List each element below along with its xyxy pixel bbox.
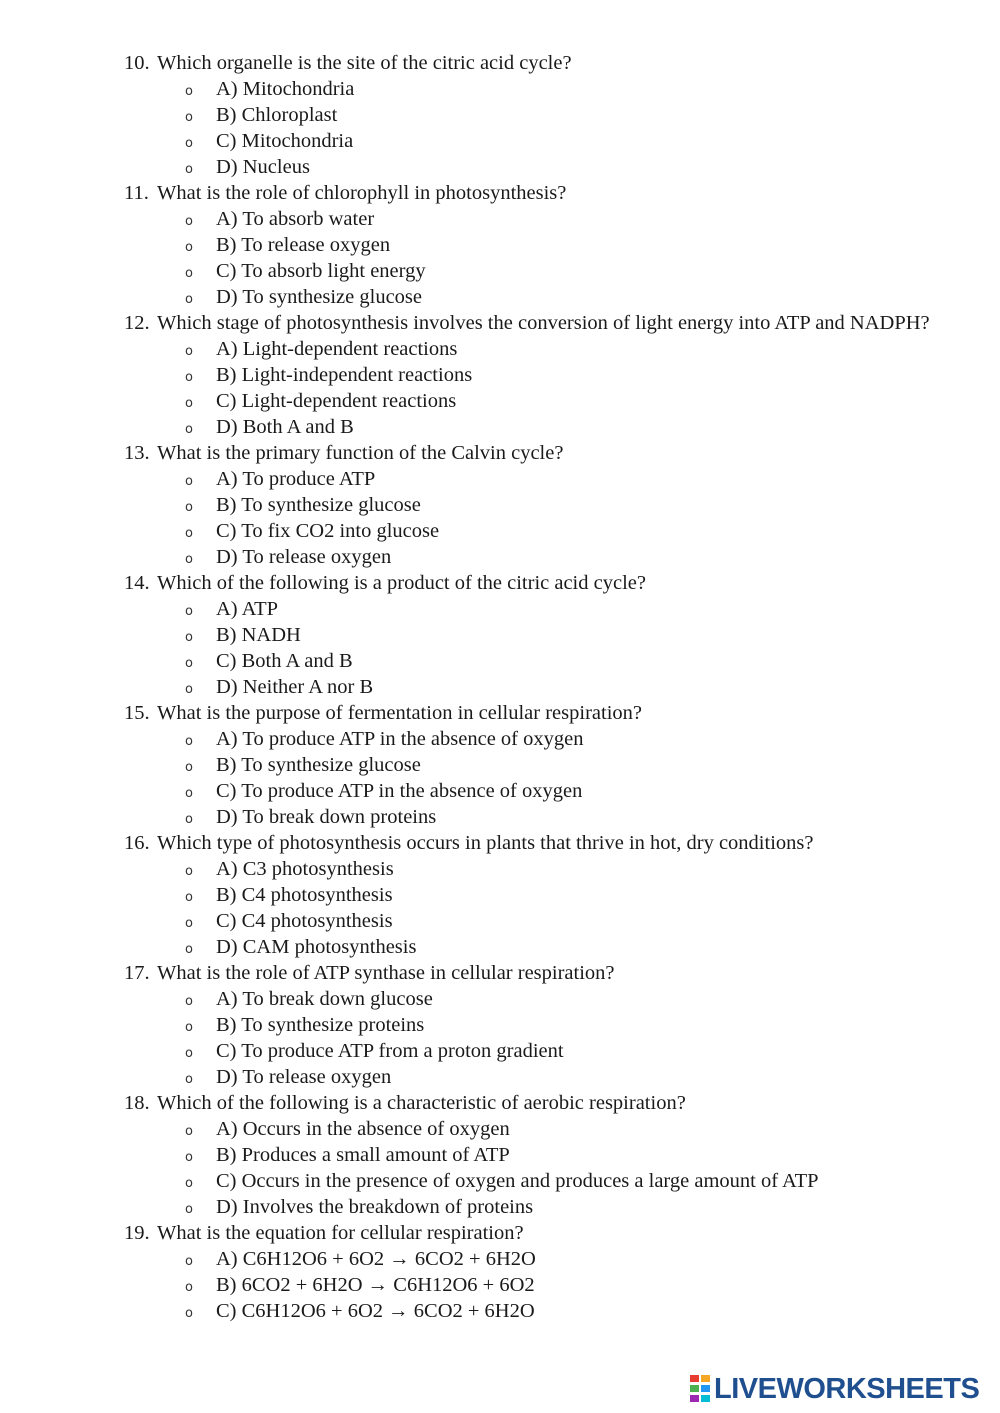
question-17 (0, 960, 1000, 1090)
answer-option-text: C) To produce ATP from a proton gradient (216, 1040, 564, 1062)
answer-option-text: D) Nucleus (216, 156, 310, 178)
answer-option[interactable] (0, 908, 1000, 934)
hollow-circle-bullet-icon: o (185, 1124, 193, 1139)
answer-option-text: B) Produces a small amount of ATP (216, 1144, 510, 1166)
question-text: What is the role of chlorophyll in photosynthesis? (157, 182, 567, 204)
question-text: Which stage of photosynthesis involves the conversion of light energy into ATP and NADPH? (157, 312, 930, 334)
question-text: What is the purpose of fermentation in cellular respiration? (157, 702, 642, 724)
answer-option[interactable] (0, 1298, 1000, 1324)
answer-option[interactable] (0, 128, 1000, 154)
answer-option-text: B) NADH (216, 624, 301, 646)
answer-option-text: B) To synthesize glucose (216, 494, 421, 516)
answer-option-text: D) To synthesize glucose (216, 286, 422, 308)
answer-option[interactable] (0, 1142, 1000, 1168)
answer-option[interactable] (0, 1012, 1000, 1038)
answer-option[interactable] (0, 1168, 1000, 1194)
answer-option-text: B) To synthesize proteins (216, 1014, 425, 1036)
hollow-circle-bullet-icon: o (185, 994, 193, 1009)
answer-option-text: D) Neither A nor B (216, 676, 374, 698)
answer-option[interactable] (0, 154, 1000, 180)
answer-option[interactable] (0, 752, 1000, 778)
hollow-circle-bullet-icon: o (185, 734, 193, 749)
question-line (0, 570, 1000, 596)
question-number: 19. (124, 1222, 150, 1244)
question-line (0, 960, 1000, 986)
hollow-circle-bullet-icon: o (185, 422, 193, 437)
answer-option[interactable] (0, 388, 1000, 414)
answer-option-text: C) C6H12O6 + 6O2 → 6CO2 + 6H2O (216, 1300, 535, 1322)
answer-option-text: A) Occurs in the absence of oxygen (216, 1118, 510, 1140)
question-number: 15. (124, 702, 150, 724)
answer-option[interactable] (0, 518, 1000, 544)
hollow-circle-bullet-icon: o (185, 1176, 193, 1191)
answer-option-text: A) To absorb water (216, 208, 375, 230)
question-line (0, 310, 1000, 336)
answer-option[interactable] (0, 362, 1000, 388)
question-number: 14. (124, 572, 150, 594)
answer-option-text: B) Light-independent reactions (216, 364, 473, 386)
hollow-circle-bullet-icon: o (185, 84, 193, 99)
answer-option-text: A) To produce ATP (216, 468, 376, 490)
answer-option[interactable] (0, 1246, 1000, 1272)
answer-option[interactable] (0, 596, 1000, 622)
question-line (0, 50, 1000, 76)
hollow-circle-bullet-icon: o (185, 864, 193, 879)
question-18 (0, 1090, 1000, 1220)
hollow-circle-bullet-icon: o (185, 162, 193, 177)
answer-option[interactable] (0, 258, 1000, 284)
question-14 (0, 570, 1000, 700)
answer-option-text: D) To release oxygen (216, 546, 392, 568)
answer-option[interactable] (0, 336, 1000, 362)
answer-option-text: C) Both A and B (216, 650, 353, 672)
answer-option-text: A) To break down glucose (216, 988, 433, 1010)
answer-option-text: D) To release oxygen (216, 1066, 392, 1088)
answer-option[interactable] (0, 1038, 1000, 1064)
answer-option-text: C) To fix CO2 into glucose (216, 520, 440, 542)
question-line (0, 180, 1000, 206)
answer-option[interactable] (0, 466, 1000, 492)
hollow-circle-bullet-icon: o (185, 370, 193, 385)
answer-option-text: C) Light-dependent reactions (216, 390, 457, 412)
answer-option-text: D) Involves the breakdown of proteins (216, 1196, 534, 1218)
question-line (0, 830, 1000, 856)
question-13 (0, 440, 1000, 570)
answer-option-text: D) To break down proteins (216, 806, 437, 828)
answer-option-text: B) To synthesize glucose (216, 754, 421, 776)
answer-option-text: C) To absorb light energy (216, 260, 426, 282)
answer-option[interactable] (0, 102, 1000, 128)
answer-option-text: B) 6CO2 + 6H2O → C6H12O6 + 6O2 (216, 1274, 535, 1296)
question-10 (0, 50, 1000, 180)
worksheet-page (0, 50, 1000, 1324)
question-line (0, 1220, 1000, 1246)
question-11 (0, 180, 1000, 310)
question-number: 18. (124, 1092, 150, 1114)
liveworksheets-brand[interactable] (690, 1372, 979, 1406)
answer-option[interactable] (0, 544, 1000, 570)
answer-option-text: C) To produce ATP in the absence of oxygen (216, 780, 583, 802)
answer-option-text: A) ATP (216, 598, 279, 620)
answer-option[interactable] (0, 674, 1000, 700)
hollow-circle-bullet-icon: o (185, 214, 193, 229)
hollow-circle-bullet-icon: o (185, 500, 193, 515)
question-text: Which type of photosynthesis occurs in plants that thrive in hot, dry conditions? (157, 832, 814, 854)
answer-option[interactable] (0, 622, 1000, 648)
answer-option[interactable] (0, 882, 1000, 908)
hollow-circle-bullet-icon: o (185, 1020, 193, 1035)
question-text: What is the role of ATP synthase in cellular respiration? (157, 962, 615, 984)
hollow-circle-bullet-icon: o (185, 1046, 193, 1061)
question-16 (0, 830, 1000, 960)
question-line (0, 700, 1000, 726)
question-number: 11. (124, 182, 149, 204)
hollow-circle-bullet-icon: o (185, 916, 193, 931)
answer-option[interactable] (0, 284, 1000, 310)
answer-option[interactable] (0, 856, 1000, 882)
answer-option-text: B) Chloroplast (216, 104, 338, 126)
hollow-circle-bullet-icon: o (185, 786, 193, 801)
answer-option[interactable] (0, 778, 1000, 804)
hollow-circle-bullet-icon: o (185, 760, 193, 775)
answer-option-text: C) Occurs in the presence of oxygen and produces a large amount of ATP (216, 1170, 819, 1192)
answer-option[interactable] (0, 648, 1000, 674)
hollow-circle-bullet-icon: o (185, 396, 193, 411)
hollow-circle-bullet-icon: o (185, 942, 193, 957)
hollow-circle-bullet-icon: o (185, 1072, 193, 1087)
answer-option-text: A) C6H12O6 + 6O2 → 6CO2 + 6H2O (216, 1248, 536, 1270)
answer-option-text: B) To release oxygen (216, 234, 391, 256)
answer-option[interactable] (0, 1064, 1000, 1090)
answer-option[interactable] (0, 1116, 1000, 1142)
answer-option[interactable] (0, 726, 1000, 752)
question-number: 17. (124, 962, 150, 984)
question-text: Which of the following is a product of the citric acid cycle? (157, 572, 646, 594)
question-number: 12. (124, 312, 150, 334)
hollow-circle-bullet-icon: o (185, 344, 193, 359)
question-number: 10. (124, 52, 150, 74)
answer-option-text: D) CAM photosynthesis (216, 936, 417, 958)
hollow-circle-bullet-icon: o (185, 266, 193, 281)
hollow-circle-bullet-icon: o (185, 526, 193, 541)
answer-option[interactable] (0, 1194, 1000, 1220)
liveworksheets-logo-icon (690, 1375, 712, 1403)
answer-option-text: C) C4 photosynthesis (216, 910, 393, 932)
hollow-circle-bullet-icon: o (185, 136, 193, 151)
hollow-circle-bullet-icon: o (185, 474, 193, 489)
hollow-circle-bullet-icon: o (185, 1254, 193, 1269)
hollow-circle-bullet-icon: o (185, 812, 193, 827)
question-number: 13. (124, 442, 150, 464)
hollow-circle-bullet-icon: o (185, 890, 193, 905)
hollow-circle-bullet-icon: o (185, 1306, 193, 1321)
hollow-circle-bullet-icon: o (185, 552, 193, 567)
answer-option-text: A) To produce ATP in the absence of oxygen (216, 728, 584, 750)
answer-option[interactable] (0, 414, 1000, 440)
question-19 (0, 1220, 1000, 1324)
answer-option[interactable] (0, 492, 1000, 518)
hollow-circle-bullet-icon: o (185, 1280, 193, 1295)
question-text: What is the primary function of the Calvin cycle? (157, 442, 564, 464)
answer-option-text: B) C4 photosynthesis (216, 884, 393, 906)
question-text: Which organelle is the site of the citric acid cycle? (157, 52, 572, 74)
answer-option-text: C) Mitochondria (216, 130, 354, 152)
hollow-circle-bullet-icon: o (185, 292, 193, 307)
answer-option-text: A) C3 photosynthesis (216, 858, 394, 880)
hollow-circle-bullet-icon: o (185, 604, 193, 619)
hollow-circle-bullet-icon: o (185, 682, 193, 697)
answer-option-text: A) Mitochondria (216, 78, 355, 100)
hollow-circle-bullet-icon: o (185, 110, 193, 125)
answer-option[interactable] (0, 206, 1000, 232)
question-number: 16. (124, 832, 150, 854)
answer-option[interactable] (0, 986, 1000, 1012)
hollow-circle-bullet-icon: o (185, 1150, 193, 1165)
question-text: Which of the following is a characteristic of aerobic respiration? (157, 1092, 686, 1114)
question-text: What is the equation for cellular respiration? (157, 1222, 524, 1244)
hollow-circle-bullet-icon: o (185, 1202, 193, 1217)
answer-option-text: D) Both A and B (216, 416, 354, 438)
question-line (0, 440, 1000, 466)
answer-option[interactable] (0, 76, 1000, 102)
answer-option-text: A) Light-dependent reactions (216, 338, 458, 360)
answer-option[interactable] (0, 934, 1000, 960)
question-12 (0, 310, 1000, 440)
question-15 (0, 700, 1000, 830)
question-line (0, 1090, 1000, 1116)
hollow-circle-bullet-icon: o (185, 656, 193, 671)
hollow-circle-bullet-icon: o (185, 240, 193, 255)
answer-option[interactable] (0, 804, 1000, 830)
answer-option[interactable] (0, 232, 1000, 258)
hollow-circle-bullet-icon: o (185, 630, 193, 645)
brand-name: LIVEWORKSHEETS (714, 1373, 980, 1405)
answer-option[interactable] (0, 1272, 1000, 1298)
